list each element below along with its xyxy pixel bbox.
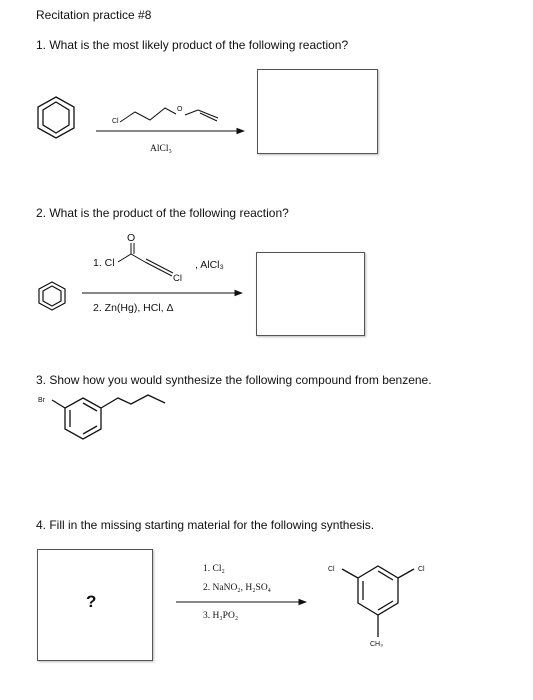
q1-benzene-ring xyxy=(38,97,74,138)
question-4-text: 4. Fill in the missing starting material for the following synthesis. xyxy=(36,518,375,532)
page-title: Recitation practice #8 xyxy=(36,8,152,22)
q2-benzene-ring xyxy=(39,282,65,310)
q4-product-ring xyxy=(342,566,414,637)
q4-reagent-1: 1. Cl₂ xyxy=(203,564,225,574)
question-3-text: 3. Show how you would synthesize the following compound from benzene. xyxy=(36,373,432,387)
q2-step2-label: 2. Zn(Hg), HCl, Δ xyxy=(93,302,174,314)
q4-ch3-label: CH₃ xyxy=(370,641,383,648)
q4-unknown-mark: ? xyxy=(86,592,97,611)
question-2-text: 2. What is the product of the following reaction? xyxy=(36,206,289,220)
q2-step1-suffix: , AlCl₃ xyxy=(195,259,224,271)
q3-target-compound xyxy=(52,395,165,439)
q4-cl-right-label: Cl xyxy=(418,566,425,573)
q2-answer-box[interactable] xyxy=(256,252,365,336)
q1-reagent-skeleton xyxy=(120,108,218,122)
q1-reagent-label: AlCl₃ xyxy=(150,144,172,154)
q1-cl-label: Cl xyxy=(112,118,119,125)
q4-reagent-3: 3. H₃PO₂ xyxy=(203,611,239,621)
q2-cl-label: Cl xyxy=(173,273,182,284)
q4-reagent-2: 2. NaNO₂, H₂SO₄ xyxy=(203,583,271,593)
q1-answer-box[interactable] xyxy=(257,69,378,154)
q1-o-label: O xyxy=(177,106,183,113)
q4-cl-left-label: Cl xyxy=(328,566,335,573)
q2-acyl-chloride-skeleton xyxy=(118,243,173,276)
question-1-text: 1. What is the most likely product of the following reaction? xyxy=(36,38,349,52)
q3-br-label: Br xyxy=(38,397,45,404)
q2-o-label: O xyxy=(127,232,136,244)
q2-step1-prefix: 1. Cl xyxy=(93,257,115,269)
